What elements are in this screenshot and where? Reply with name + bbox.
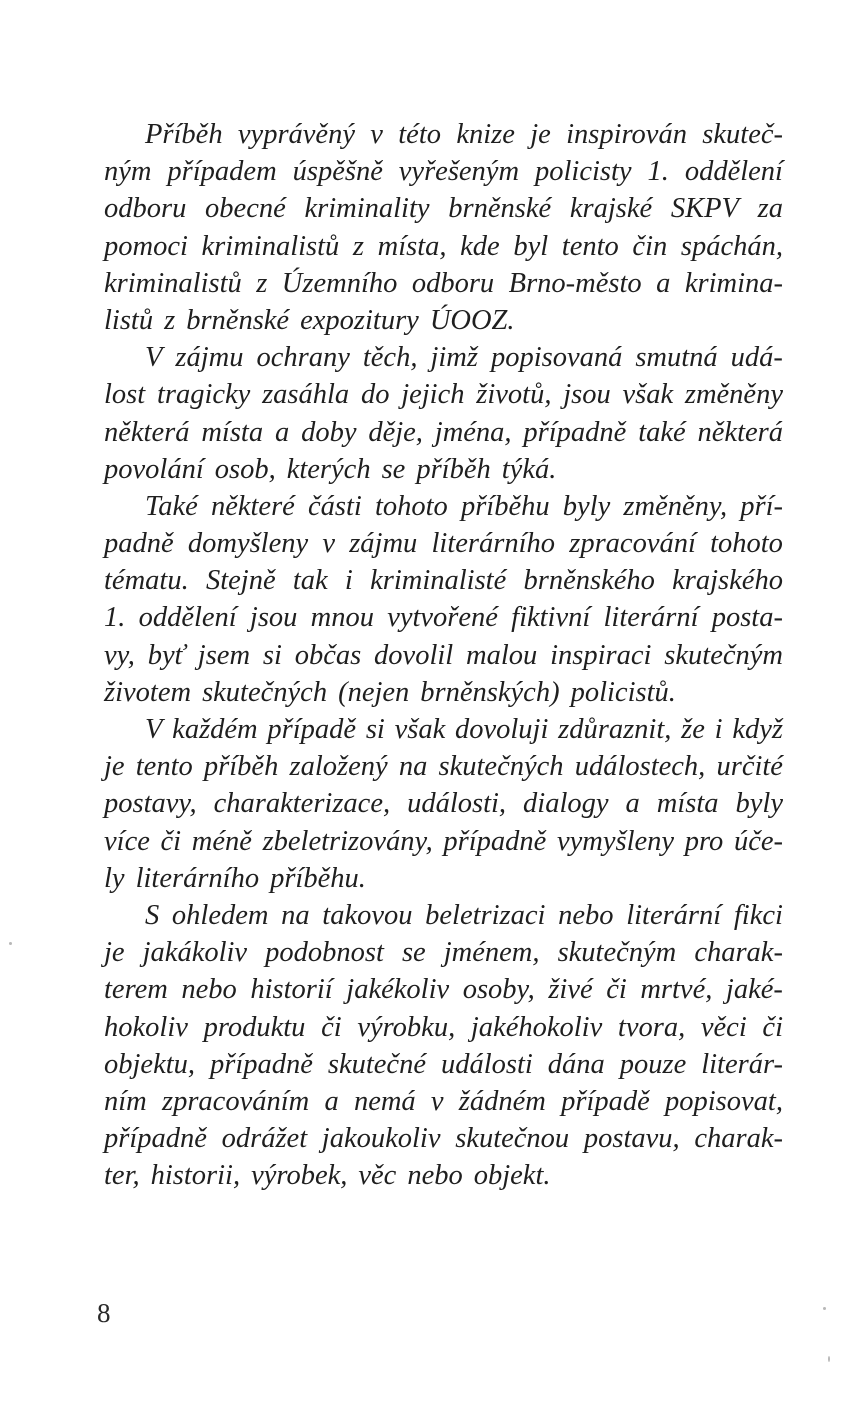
text-line: Příběh vyprávěný v této knize je inspirován skuteč-: [145, 119, 783, 150]
text-line: některá místa a doby děje, jména, případně také některá: [104, 416, 783, 448]
text-line: hokoliv produktu či výrobku, jakéhokoliv tvora, věci či: [104, 1011, 783, 1043]
text-line: odboru obecné kriminality brněnské krajské SKPV za: [104, 193, 783, 225]
paragraph: [104, 897, 783, 1195]
text-line: ným případem úspěšně vyřešeným policisty 1. oddělení: [104, 156, 783, 188]
paragraph: [104, 488, 783, 711]
text-line: listů z brněnské expozitury ÚOOZ.: [104, 304, 515, 336]
text-line: tématu. Stejně tak i kriminalisté brněnského krajského: [104, 565, 783, 597]
text-line: životem skutečných (nejen brněnských) policistů.: [104, 676, 676, 708]
text-line: je jakákoliv podobnost se jménem, skutečným charak-: [104, 937, 783, 969]
text-line: padně domyšleny v zájmu literárního zpracování tohoto: [104, 528, 783, 560]
text-line: V zájmu ochrany těch, jimž popisovaná smutná udá-: [145, 342, 783, 374]
text-line: případně odrážet jakoukoliv skutečnou postavu, charak-: [104, 1123, 783, 1155]
text-line: S ohledem na takovou beletrizaci nebo literární fikci: [145, 899, 783, 931]
text-line: Také některé části tohoto příběhu byly změněny, pří-: [145, 490, 783, 522]
paper-speck: [9, 942, 12, 945]
body-text: [104, 116, 783, 1194]
text-line: více či méně zbeletrizovány, případně vymyšleny pro úče-: [104, 825, 783, 857]
paragraph: [104, 339, 783, 488]
text-line: povolání osob, kterých se příběh týká.: [104, 453, 557, 485]
text-line: 1. oddělení jsou mnou vytvořené fiktivní literární posta-: [104, 602, 783, 634]
text-line: je tento příběh založený na skutečných událostech, určité: [104, 751, 783, 783]
paragraph: [104, 711, 783, 897]
paper-speck: [828, 1356, 830, 1362]
text-line: postavy, charakterizace, události, dialogy a místa byly: [104, 788, 783, 820]
page-number: 8: [97, 1298, 111, 1328]
text-line: V každém případě si však dovoluji zdůraznit, že i když: [145, 714, 783, 745]
text-line: ter, historii, výrobek, věc nebo objekt.: [104, 1160, 551, 1192]
paper-speck: [823, 1307, 826, 1310]
text-line: terem nebo historií jakékoliv osoby, živé či mrtvé, jaké-: [104, 974, 783, 1006]
paragraph: [104, 116, 783, 339]
text-line: objektu, případně skutečné události dána pouze literár-: [104, 1048, 783, 1080]
text-line: kriminalistů z Územního odboru Brno-město a krimina-: [104, 267, 783, 299]
text-line: ním zpracováním a nemá v žádném případě popisovat,: [104, 1085, 783, 1117]
text-line: vy, byť jsem si občas dovolil malou inspiraci skutečným: [104, 639, 783, 671]
text-line: pomoci kriminalistů z místa, kde byl tento čin spáchán,: [104, 230, 783, 262]
text-line: lost tragicky zasáhla do jejich životů, jsou však změněny: [104, 379, 783, 411]
text-line: ly literárního příběhu.: [104, 862, 366, 894]
